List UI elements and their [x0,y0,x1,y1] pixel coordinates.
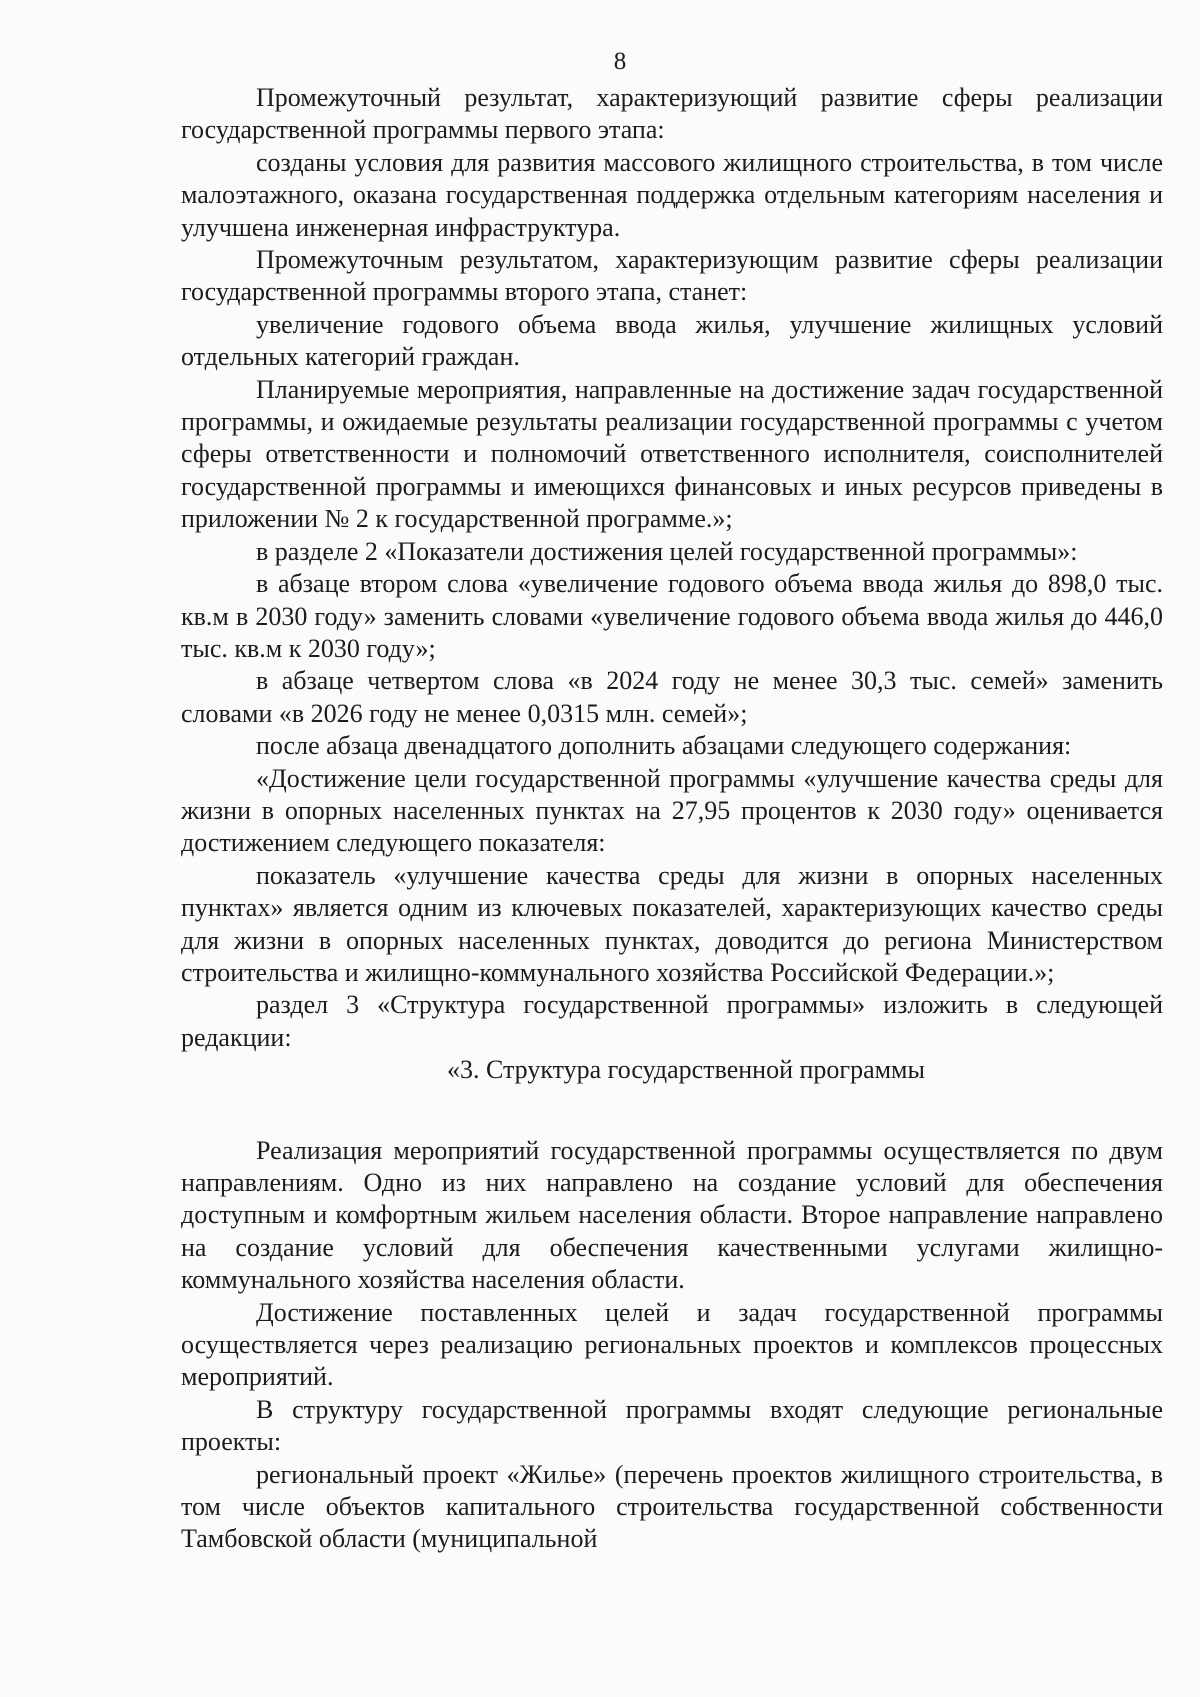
paragraph: раздел 3 «Структура государственной программы» изложить в следующей редакции: [181,990,1163,1052]
paragraph: Промежуточным результатом, характеризующим развитие сферы реализации государственной программы второго этапа, станет: [181,245,1163,307]
paragraph: «Достижение цели государственной программы «улучшение качества среды для жизни в опорных населенных пунктах на 27,95 процентов к 2030 году» оценивается достижением следующего показателя: [181,763,1163,858]
paragraph: созданы условия для развития массового жилищного строительства, в том числе малоэтажного, оказана государственная поддержка отдельным категориям населения и улучшена инженерная инфраструктура. [181,147,1163,242]
paragraph: В структуру государственной программы входят следующие региональные проекты: [181,1394,1163,1457]
paragraph: показатель «улучшение качества среды для жизни в опорных населенных пунктах» является одним из ключевых показателей, характеризующих качество среды для жизни в опорных населенных пунктах, доводится до региона Министерством строительства и жилищно-коммунального хозяйства Российской Федерации.»; [181,860,1163,987]
section-heading: «3. Структура государственной программы [447,1055,925,1085]
paragraph: в абзаце четвертом слова «в 2024 году не менее 30,3 тыс. семей» заменить словами «в 2026 году не менее 0,0315 млн. семей»; [181,666,1163,728]
page-number: 8 [613,48,627,75]
paragraph: региональный проект «Жилье» (перечень проектов жилищного строительства, в том числе объектов капитального строительства государственной собственности Тамбовской области (муниципальной [181,1459,1163,1554]
paragraph: увеличение годового объема ввода жилья, улучшение жилищных условий отдельных категорий граждан. [181,309,1163,372]
spacer [181,1087,1163,1135]
paragraph: Промежуточный результат, характеризующий развитие сферы реализации государственной программы первого этапа: [181,83,1163,145]
document-body [181,82,1163,1556]
paragraph: Достижение поставленных целей и задач государственной программы осуществляется через реализацию региональных проектов и комплексов процессных мероприятий. [181,1297,1163,1392]
paragraph: Реализация мероприятий государственной программы осуществляется по двум направлениям. Одно из них направлено на создание условий для обеспечения доступным и комфортным жильем населения области. Второе направление направлено на создание условий для обеспечения качественными услугами жилищно-коммунального хозяйства населения области. [181,1135,1163,1295]
paragraph: Планируемые мероприятия, направленные на достижение задач государственной программы, и ожидаемые результаты реализации государственной программы с учетом сферы ответственности и полномочий ответственного исполнителя, соисполнителей государственной программы и имеющихся финансовых и иных ресурсов приведены в приложении № 2 к государственной программе.»; [181,374,1163,534]
paragraph: после абзаца двенадцатого дополнить абзацами следующего содержания: [256,731,1072,761]
paragraph: в разделе 2 «Показатели достижения целей государственной программы»: [256,536,1078,566]
paragraph: в абзаце втором слова «увеличение годового объема ввода жилья до 898,0 тыс. кв.м в 2030 году» заменить словами «увеличение годового объема ввода жилья до 446,0 тыс. кв.м к 2030 году»; [181,569,1163,663]
